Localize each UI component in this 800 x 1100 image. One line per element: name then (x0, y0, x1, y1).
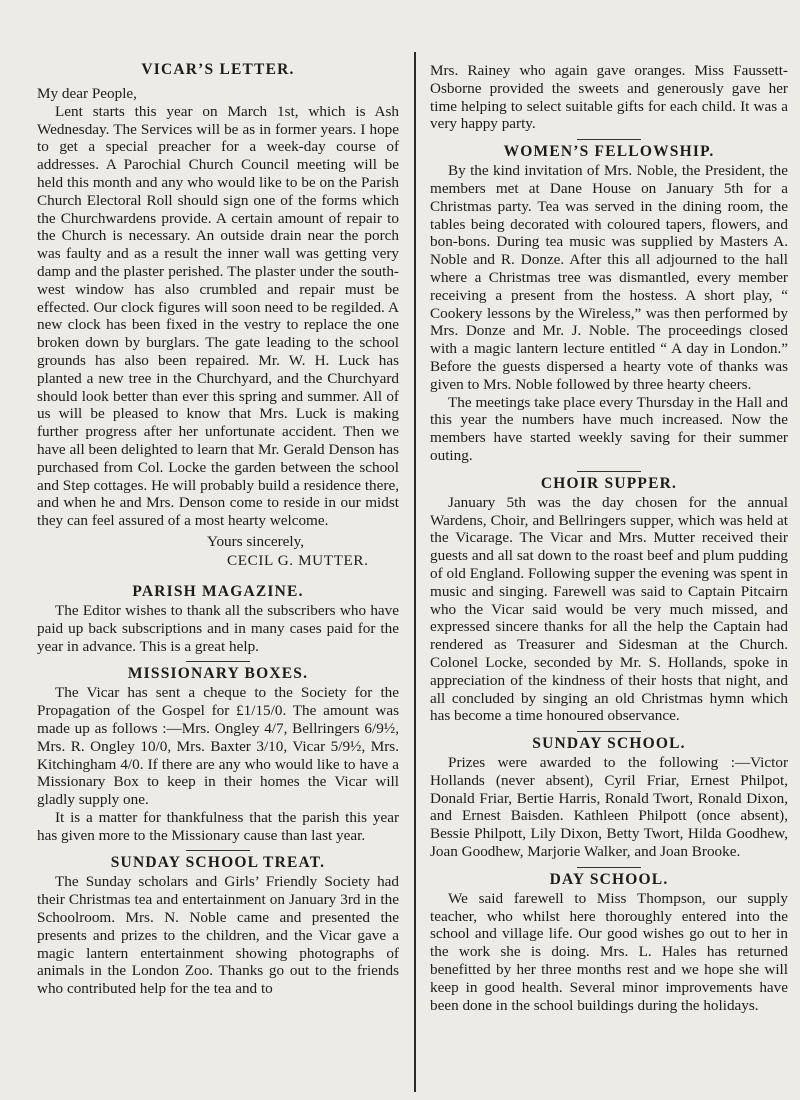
section-divider (577, 139, 641, 140)
sunday-school-body: Prizes were awarded to the following :—Victor Hollands (never absent), Cyril Friar, Ernest Philpot, Donald Friar, Bertie Harris, Ronald Twort, Ronald Dixon, and Ernest Baisden. Kathleen Philpott (once absent), Bessie Philpott, Lily Dixon, Betty Twort, Hilda Goodhew, Joan Goodhew, Marjorie Walker, and Joan Brooke. (430, 754, 788, 861)
right-column (430, 0, 788, 1014)
missionary-boxes-thanks: It is a matter for thankfulness that the parish this year has given more to the Missionary cause than last year. (37, 808, 399, 844)
school-treat-continued: Mrs. Rainey who again gave oranges. Miss Faussett-Osborne provided the sweets and generously gave her time helping to select suitable gifts for each child. It was a very happy party. (430, 62, 788, 133)
vicars-letter-body: Lent starts this year on March 1st, which is Ash Wednesday. The Services will be as in former years. I hope to get a special preacher for a week-day course of addresses. A Parochial Church Council meeting will be held this month and any who would like to be on the Parish Church Electoral Roll should sign one of the forms which the Churchwardens provide. A certain amount of repair to the Church is necessary. An outside drain near the porch was faulty and as a result the inner wall was getting very damp and the plaster perished. The plaster under the south-west window has also crumbled and repair must be effected. Our clock figures will soon need to be regilded. A new clock has been fixed in the vestry to replace the one broken down by burglars. The gate leading to the school grounds has also been repaired. Mr. W. H. Luck has planted a new tree in the Churchyard, and the Churchyard should look better than ever this spring and summer. All of us will be pleased to know that Mrs. Luck is making further progress after her unfortunate accident. Then we have all been delighted to learn that Mr. Gerald Denson has purchased from Col. Locke the garden between the school and Step cottages. He will probably build a residence there, and when he and Mrs. Denson come to reside in our midst they can feel assured of a most hearty welcome. (37, 102, 399, 530)
section-divider (186, 661, 250, 662)
missionary-boxes-title: MISSIONARY BOXES. (127, 665, 309, 683)
womens-fellowship-meetings: The meetings take place every Thursday in the Hall and this year the numbers have much increased. Now the members have started weekly saving for their summer outing. (430, 393, 788, 464)
section-divider (577, 731, 641, 732)
sunday-school-title: SUNDAY SCHOOL. (532, 735, 686, 753)
parish-magazine-title: PARISH MAGAZINE. (132, 582, 304, 600)
parish-magazine-body: The Editor wishes to thank all the subscribers who have paid up back subscriptions and in many cases paid for the year in advance. This is a great help. (37, 601, 399, 655)
section-divider (577, 471, 641, 472)
section-divider (186, 850, 250, 851)
vicars-letter-title: VICAR’S LETTER. (141, 61, 295, 78)
left-column (37, 0, 399, 998)
vicars-letter-closing: Yours sincerely, (207, 532, 305, 550)
school-treat-title: SUNDAY SCHOOL TREAT. (110, 854, 326, 872)
choir-supper-title: CHOIR SUPPER. (540, 474, 678, 492)
day-school-body: We said farewell to Miss Thompson, our supply teacher, who whilst here thoroughly entered into the school and village life. Our good wishes go out to her in the work she is doing. Mrs. L. Hales has returned benefitted by her three months rest and we hope she will keep in good health. Several minor improvements have been done in the school buildings during the holidays. (430, 889, 788, 1014)
choir-supper-body: January 5th was the day chosen for the annual Wardens, Choir, and Bellringers supper, which was held at the Vicarage. The Vicar and Mrs. Mutter received their guests and all sat down to the roast beef and plum pudding of old England. Following supper the evening was spent in music and singing. Farewell was said to Captain Pitcairn who the Vicar said would be very much missed, and expressed sincere thanks for all the help the Captain had rendered as Treasurer and Sidesman at the Church. Colonel Locke, seconded by Mr. S. Hollands, spoke in appreciation of the kindness of their hosts that night, and all concluded by singing an old Christmas hymn which has become a time honoured observance. (430, 493, 788, 725)
vicars-letter-signature: CECIL G. MUTTER. (227, 551, 369, 569)
womens-fellowship-body: By the kind invitation of Mrs. Noble, the President, the members met at Dane House on January 5th for a Christmas party. Tea was served in the dining room, the tables being decorated with coloured tapers, flowers, and bon-bons. During tea music was supplied by Masters A. Noble and R. Donze. After this all adjourned to the hall where a Christmas tree was dismantled, every member receiving a present from the hostess. A short play, “ Cookery lessons by the Wireless,” was then performed by Mrs. Donze and Mr. J. Noble. The proceedings closed with a magic lantern lecture entitled “ A day in London.” Before the guests dispersed a hearty vote of thanks was given to Mrs. Noble followed by three hearty cheers. (430, 162, 788, 393)
womens-fellowship-title: WOMEN’S FELLOWSHIP. (503, 143, 715, 161)
vicars-letter-salutation: My dear People, (37, 85, 137, 102)
section-divider (577, 867, 641, 868)
column-divider (414, 52, 416, 1092)
missionary-boxes-body: The Vicar has sent a cheque to the Society for the Propagation of the Gospel for £1/15/0. The amount was made up as follows :—Mrs. Ongley 4/7, Bellringers 6/9½, Mrs. R. Ongley 10/0, Mrs. Baxter 3/10, Vicar 5/9½, Mrs. Kitchingham 4/0. If there are any who would like to have a Missionary Box to keep in their homes the Vicar will gladly supply one. (37, 684, 399, 809)
day-school-title: DAY SCHOOL. (549, 870, 669, 888)
school-treat-body: The Sunday scholars and Girls’ Friendly Society had their Christmas tea and entertainment on January 3rd in the Schoolroom. Mrs. N. Noble came and presented the presents and prizes to the children, and the Vicar gave a magic lantern entertainment showing photographs of animals in the London Zoo. Thanks go out to the friends who contributed help for the tea and to (37, 873, 399, 998)
